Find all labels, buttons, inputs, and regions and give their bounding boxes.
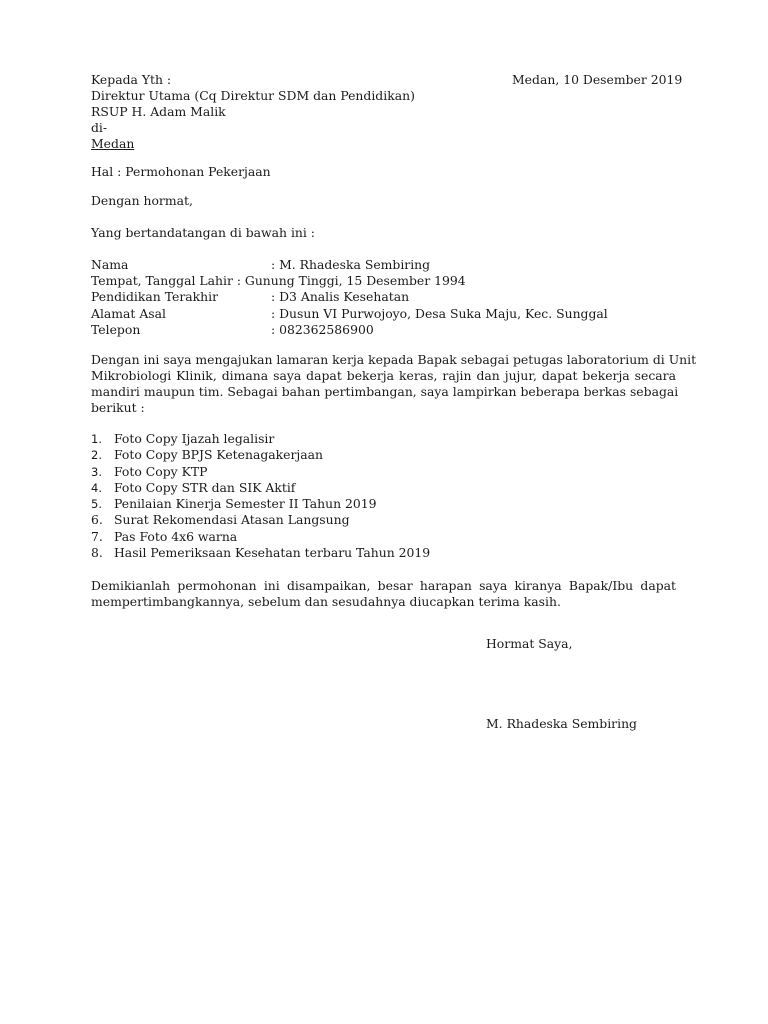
closing-paragraph-line: Demikianlah permohonan ini disampaikan, besar harapan saya kiranya Bapak/Ibu dapat <box>91 578 676 593</box>
body-paragraph-line: berikut : <box>91 400 145 415</box>
recipient-city: Medan <box>91 136 135 151</box>
subject-line: Hal : Permohonan Pekerjaan <box>91 164 271 179</box>
list-item-text: Hasil Pemeriksaan Kesehatan terbaru Tahun 2019 <box>114 545 431 561</box>
list-item-text: Foto Copy Ijazah legalisir <box>114 431 275 446</box>
recipient-block <box>91 72 415 152</box>
list-item-number: 7. <box>91 528 103 544</box>
identity-row-education <box>91 289 651 305</box>
list-item-number: 3. <box>91 464 102 479</box>
identity-label: Alamat Asal <box>91 305 167 321</box>
list-item-number: 1. <box>91 432 102 446</box>
body-paragraph-line: mandiri maupun tim. Sebagai bahan pertimbangan, saya lampirkan beberapa berkas sebagai <box>91 384 679 399</box>
list-item-text: Foto Copy STR dan SIK Aktif <box>114 479 296 495</box>
list-item-number: 5. <box>91 497 102 512</box>
recipient-di: di- <box>91 120 108 135</box>
identity-row-birth <box>91 273 651 289</box>
identity-row-phone <box>91 322 651 338</box>
city-date: Medan, 10 Desember 2019 <box>512 72 683 87</box>
list-item-text: Pas Foto 4x6 warna <box>114 528 238 544</box>
identity-label: Nama <box>91 257 129 272</box>
list-item-text: Foto Copy KTP <box>114 463 208 479</box>
identity-row-name <box>91 257 651 273</box>
body-paragraph <box>91 352 697 416</box>
identity-value: : M. Rhadeska Sembiring <box>271 257 431 272</box>
closing-paragraph <box>91 578 676 610</box>
intro-line: Yang bertandatangan di bawah ini : <box>91 225 315 240</box>
body-paragraph-line: Dengan ini saya mengajukan lamaran kerja kepada Bapak sebagai petugas laboratorium di Unit <box>91 352 697 367</box>
list-item-text: Penilaian Kinerja Semester II Tahun 2019 <box>114 496 377 512</box>
list-item-number: 6. <box>91 512 103 528</box>
list-item-text: Surat Rekomendasi Atasan Langsung <box>114 512 350 528</box>
greeting: Dengan hormat, <box>91 193 193 208</box>
recipient-institution: RSUP H. Adam Malik <box>91 104 226 119</box>
list-item-number: 4. <box>91 480 102 495</box>
list-item-number: 2. <box>91 448 102 463</box>
to-label: Kepada Yth : <box>91 72 172 87</box>
identity-value: : Gunung Tinggi, 15 Desember 1994 <box>232 273 466 289</box>
identity-label: Pendidikan Terakhir <box>91 289 219 305</box>
identity-label: Telepon <box>91 321 141 337</box>
signatory-name: M. Rhadeska Sembiring <box>486 716 637 731</box>
list-item-text: Foto Copy BPJS Ketenagakerjaan <box>114 447 324 463</box>
list-item-number: 8. <box>91 545 103 561</box>
identity-value: : Dusun VI Purwojoyo, Desa Suka Maju, Kec. Sunggal <box>271 305 608 321</box>
recipient-title: Direktur Utama (Cq Direktur SDM dan Pendidikan) <box>91 88 415 103</box>
identity-value: : D3 Analis Kesehatan <box>271 289 410 305</box>
identity-table <box>91 257 651 338</box>
identity-value: : 082362586900 <box>271 321 374 337</box>
identity-label: Tempat, Tanggal Lahir <box>91 273 233 289</box>
closing-paragraph-line: mempertimbangkannya, sebelum dan sesudahnya diucapkan terima kasih. <box>91 594 561 609</box>
body-paragraph-line: Mikrobiologi Klinik, dimana saya dapat bekerja keras, rajin dan jujur, dapat bekerja secara <box>91 368 676 383</box>
identity-row-address <box>91 306 651 322</box>
signoff: Hormat Saya, <box>486 636 573 651</box>
